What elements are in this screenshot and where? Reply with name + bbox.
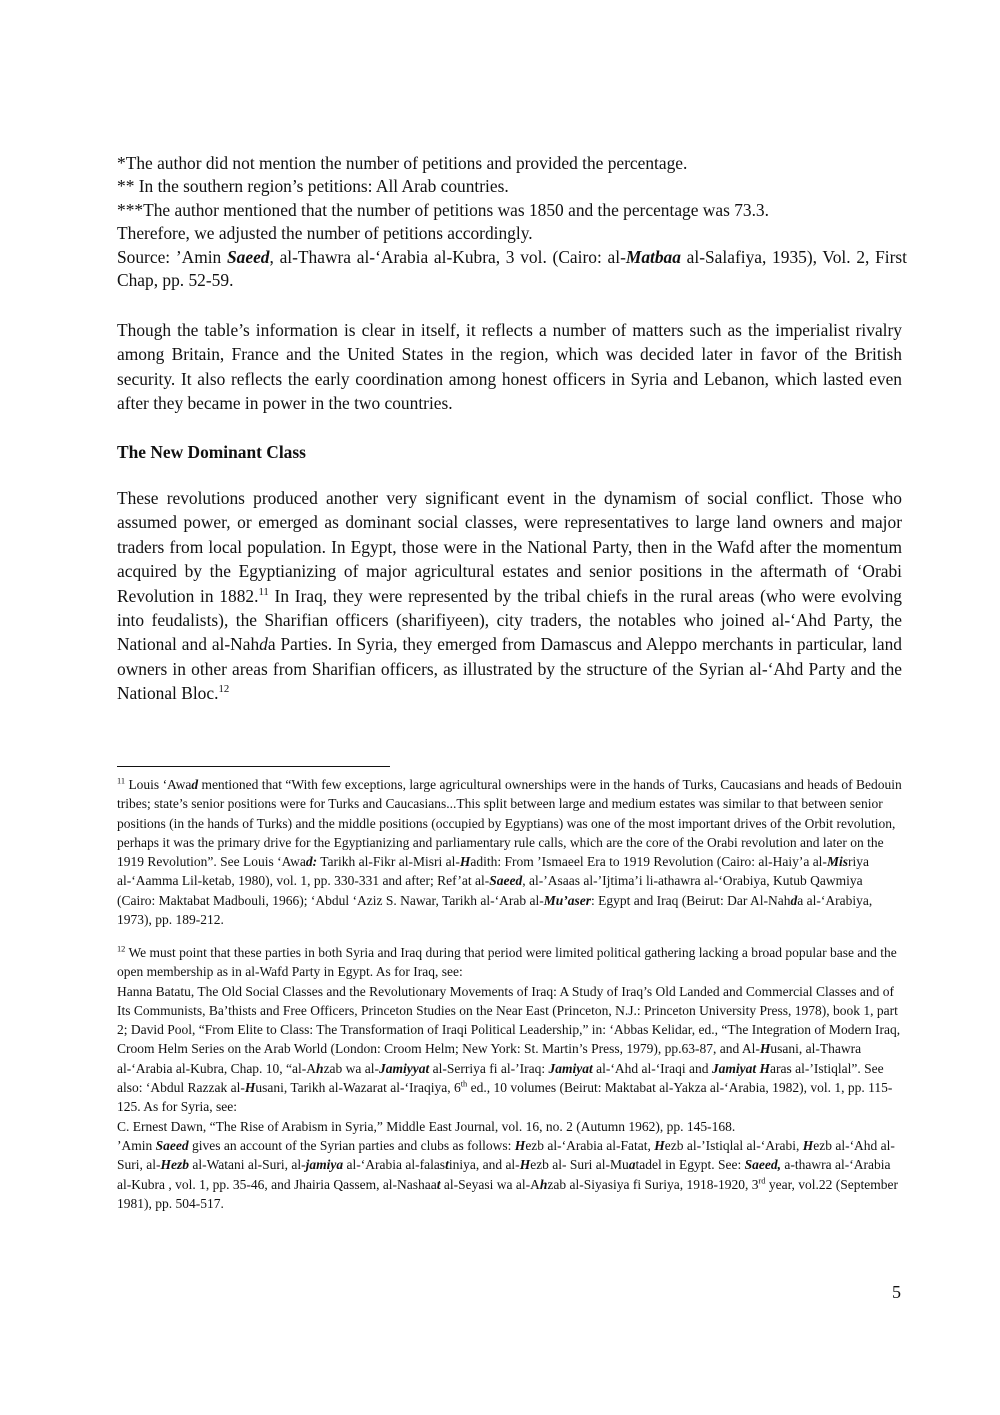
footnote-text: ezb al-‘Arabia al-Fatat, (525, 1137, 655, 1153)
body-text: These revolutions produced another very significant event in the dynamism of social conflict. Those who assumed power, or emerged as dominant social classes, were representatives to large land owners and major traders from local population. In Egypt, those were in the National Party, then in the Wafd after the momentum acquired by the Egyptianizing of major agricultural estates and senior positions in the aftermath of ‘Orabi Revolution in 1882. (117, 488, 902, 606)
footnote-italic: H (654, 1137, 665, 1153)
footnote-italic: Mu’aser (543, 892, 592, 908)
footnote-text: aras al-’Istiqlal”. See also: ‘Abdul Razzak al- (117, 1060, 884, 1096)
footnote-number: 12 (117, 944, 126, 954)
note-1: *The author did not mention the number of petitions and provided the percentage. (117, 153, 688, 173)
footnote-11 (117, 775, 902, 929)
footnote-text: usani, al-Thawra al-‘Arabia al-Kubra, Chap. 10, “al-A (117, 1041, 862, 1076)
footnote-italic: a (628, 1157, 636, 1173)
page-number: 5 (892, 1282, 901, 1302)
footnote-12 (117, 943, 902, 1213)
footnote-italic: t (436, 1176, 441, 1192)
footnote-text: iniya, and al- (448, 1157, 520, 1173)
footnote-italic: Hezb (160, 1157, 189, 1173)
footnote-syria-reference: C. Ernest Dawn, “The Rise of Arabism in Syria,” Middle East Journal, vol. 16, no. 2 (Autumn 1962), pp. 145-168. (117, 1118, 736, 1134)
section-heading: The New Dominant Class (117, 442, 306, 462)
ordinal-suffix: th (460, 1079, 468, 1089)
body-text: a Parties. In Syria, they emerged from Damascus and Aleppo merchants in particular, land owners in other areas from Sharifian officers, as illustrated by the structure of the Syrian al-‘Ahd Party and the National Bloc. (117, 634, 902, 704)
footnote-italic: Jamiyat H (711, 1060, 771, 1076)
footnote-text: al-Seyasi wa al-A (440, 1176, 540, 1192)
footnote-text: riya al-‘Aamma Lil-ketab, 1980), vol. 1, pp. 330-331 and after; Ref’at al- (117, 854, 869, 889)
footnote-text: ezb al-‘Ahd al-Suri, al- (117, 1137, 895, 1173)
note-2: ** In the southern region’s petitions: All Arab countries. (117, 176, 509, 197)
footnote-text: al-‘Arabia al-falas (343, 1157, 446, 1173)
footnote-italic: H (519, 1157, 531, 1173)
footnote-number: 11 (117, 776, 126, 786)
footnote-italic: h (539, 1176, 548, 1192)
footnote-text: a-thawra al-‘Arabia al-Kubra , vol. 1, pp. 35-46, and Jhairia Qassem, al-Nashaa (117, 1157, 891, 1192)
source-text: al-Salafiya, 1935), Vol. 2, First Chap, pp. 52-59. (117, 246, 907, 291)
footnote-text: usani, Tarikh al-Wazarat al-‘Iraqiya, 6 (255, 1080, 461, 1096)
footnote-text: zab wa al- (323, 1060, 380, 1076)
footnote-ref-11[interactable]: 11 (258, 585, 269, 598)
footnote-italic: Saeed (489, 873, 523, 889)
footnote-ref-12[interactable]: 12 (218, 683, 230, 696)
footnote-italic: h (316, 1060, 324, 1076)
source-text: Source: ’Amin (117, 246, 227, 267)
footnote-syrian-parties (117, 1136, 902, 1213)
footnote-italic: d (191, 777, 199, 792)
footnote-text: zab al-Siyasiya fi Suriya, 1918-1920, 3 (547, 1176, 759, 1192)
footnote-italic: Mis (826, 854, 848, 870)
footnote-text: We must point that these parties in both Syria and Iraq during that period were limited political gathering lacking a broad popular base and the open membership as in al-Wafd Party in Egypt. As for Iraq, see: (117, 945, 897, 980)
footnote-italic: H (244, 1080, 256, 1096)
note-4: Therefore, we adjusted the number of petitions accordingly. (117, 223, 533, 244)
footnote-text: , al-’Asaas al-’Ijtima’i li-athawra al-‘Orabiya, Kutub Qawmiya (Cairo: Maktabat Madbouli, 1966); ‘Abdul ‘Aziz S. Nawar, Tarikh al-‘Arab al- (117, 873, 863, 908)
footnote-text: al-Watani al-Suri, al- (189, 1157, 306, 1173)
table-source (117, 246, 907, 293)
footnote-text: ed., 10 volumes (Beirut: Maktabat al-Yakza al-‘Arabia, 1982), vol. 1, pp. 115-125. As for Syria, see: (117, 1080, 893, 1115)
footnote-text: al-‘Ahd al-‘Iraqi and (592, 1060, 712, 1076)
footnote-italic: Saeed (155, 1137, 189, 1153)
footnote-text: ezb al-’Istiqlal al-‘Arabi, (664, 1137, 803, 1153)
footnote-italic: H (802, 1137, 814, 1153)
footnote-italic: H (459, 854, 471, 870)
body-paragraph-2 (117, 486, 902, 706)
body-italic: d (259, 634, 268, 655)
body-text: In Iraq, they were represented by the tribal chiefs in the rural areas (who were evolving into feudalists), the Sharifian officers (sharifiyeen), city traders, the notables who joined al-‘Ahd Party, the National and al-Nah (117, 585, 902, 655)
footnote-italic: Saeed, (744, 1157, 782, 1173)
footnote-text: adith: From ’Ismaeel Era to 1919 Revolution (Cairo: al-Haiy’a al- (470, 854, 827, 870)
footnote-text: ’Amin (117, 1137, 156, 1153)
source-text: , al-Thawra al-‘Arabia al-Kubra, 3 vol. (Cairo: al- (269, 246, 626, 267)
source-publisher: Matbaa (625, 246, 681, 267)
source-author: Saeed (226, 246, 270, 267)
footnote-italic: d (790, 892, 798, 908)
footnote-text: Hanna Batatu, The Old Social Classes and the Revolutionary Movements of Iraq: A Study of Iraq’s Old Landed and Commercial Classes and of Its Communists, Ba’thists and Free Officers, Princeton Studies on the Near East (Princeton, N.J.: Princeton University Press, 1978), book 1, part 2; David Pool, “From Elite to Class: The Transformation of Iraqi Political Leadership,” in: ‘Abbas Kelidar, ed., “The Integration of Modern Iraq, Croom Helm Series on the Arab World (London: Croom Helm; New York: St. Martin’s Press, 1979), pp.63-87, and Al- (117, 983, 901, 1057)
footnote-text: ezb al- Suri al-Mu (530, 1157, 629, 1173)
footnote-italic: H (514, 1137, 526, 1153)
footnote-italic: d: (305, 854, 318, 870)
footnote-text: mentioned that “With few exceptions, large agricultural ownerships were in the hands of Turks, Caucasians and heads of Bedouin tribes; state’s senior positions were for Turks and Caucasians...This split between large and medium estates was similar to that between senior positions (in the hands of Turks) and the middle positions (occupied by Egyptians) was one of the most important drives of the Orbit revolution, perhaps it was the primary drive for the Egyptianizing and parliamentary rule calls, which are the core of the Orabi revolution and later on the 1919 Revolution”. See Louis ‘Awa (117, 777, 902, 870)
footnote-iraq-references (117, 982, 902, 1117)
footnote-text: tadel in Egypt. See: (635, 1157, 745, 1173)
footnote-text: Louis ‘Awa (125, 777, 192, 792)
footnote-text: Tarikh al-Fikr al-Misri al- (317, 854, 460, 870)
footnote-text: al-Serriya fi al-’Iraq: (429, 1060, 549, 1076)
footnote-separator (117, 766, 390, 767)
footnote-text: gives an account of the Syrian parties and clubs as follows: (188, 1137, 515, 1153)
footnote-italic: Jamiyyat (379, 1060, 430, 1076)
footnote-text: year, vol.22 (September 1981), pp. 504-517. (117, 1176, 899, 1211)
footnote-text: : Egypt and Iraq (Beirut: Dar Al-Nah (591, 892, 791, 908)
footnote-italic: jamiya (305, 1157, 344, 1173)
footnote-text: a al-‘Arabiya, 1973), pp. 189-212. (117, 892, 873, 928)
footnote-italic: Jamiyat (548, 1060, 593, 1076)
body-paragraph-1: Though the table’s information is clear in itself, it reflects a number of matters such as the imperialist rivalry among Britain, France and the United States in the region, which was decided later in favor of the British security. It also reflects the early coordination among honest officers in Syria and Lebanon, which lasted even after they became in power in the two countries. (117, 320, 902, 414)
footnote-italic: H (759, 1041, 771, 1057)
footnote-italic: t (445, 1157, 449, 1173)
ordinal-suffix: rd (758, 1176, 766, 1186)
table-notes (117, 152, 907, 292)
note-3: ***The author mentioned that the number of petitions was 1850 and the percentage was 73.3. (117, 199, 769, 220)
